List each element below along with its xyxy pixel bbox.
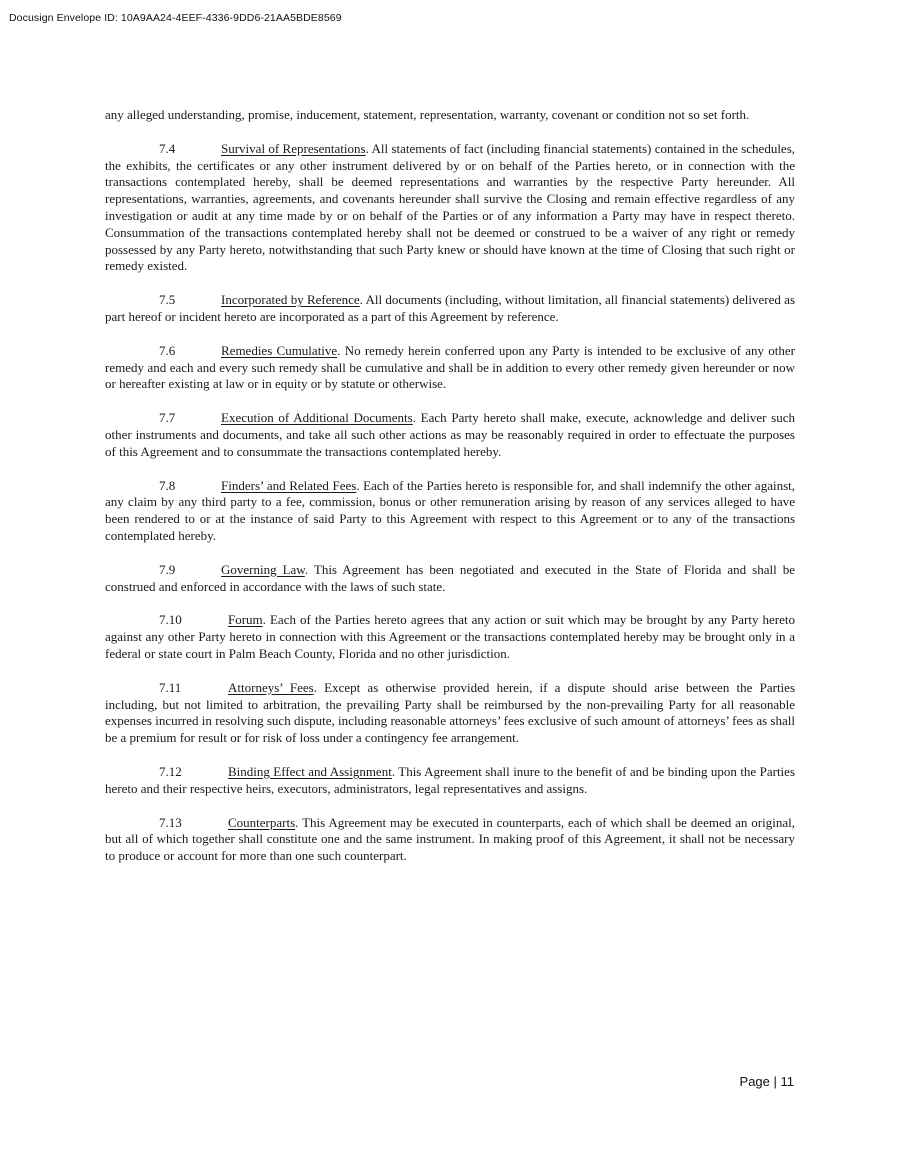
section-heading: Survival of Representations [221,140,366,156]
section-body: . All documents (including, without limitation, all financial statements) delivered as part hereof or incident hereto are incorporated as a part of this Agreement by reference. [105,292,795,324]
section-number: 7.8 [159,477,176,493]
section-heading: Attorneys’ Fees [228,679,314,695]
section-body: . No remedy herein conferred upon any Party is intended to be exclusive of any other remedy and each and every such remedy shall be cumulative and shall be in addition to every other remedy given hereunder or now or hereafter existing at law or in equity or by statute or otherwise. [105,342,795,392]
section-number: 7.10 [159,612,182,628]
intro-paragraph: any alleged understanding, promise, inducement, statement, representation, warranty, covenant or condition not so set forth. [105,107,750,122]
section-7-11 [105,680,795,747]
section-body: . This Agreement has been negotiated and executed in the State of Florida and shall be construed and enforced in accordance with the laws of such state. [105,561,795,594]
section-body: . This Agreement shall inure to the benefit of and be binding upon the Parties hereto and their respective heirs, executors, administrators, legal representatives and assigns. [105,763,795,796]
section-7-5 [105,292,795,326]
section-heading: Finders’ and Related Fees [221,477,357,493]
section-heading: Forum [228,612,263,628]
document-body [105,107,795,882]
section-heading: Execution of Additional Documents [221,410,413,426]
section-7-13 [105,815,795,865]
section-body: . Each of the Parties hereto agrees that any action or suit which may be brought by any Party hereto against any other Party hereto in connection with this Agreement or the transactions contemplated hereby may be brought only in a federal or state court in Palm Beach County, Florida and no other jurisdiction. [105,612,795,661]
section-body: . All statements of fact (including financial statements) contained in the schedules, the exhibits, the certificates or any other instrument delivered by or on behalf of the Parties hereto, or in connection with the transactions contemplated hereby, shall be deemed representations and warranties by the respective Party hereunder. All representations, warranties, agreements, and covenants hereunder shall survive the Closing and remain effective regardless of any investigation or audit at any time made by or on behalf of the Parties or of any information a Party may have in respect thereto. Consummation of the transactions contemplated hereby shall not be deemed or construed to be a waiver of any right or remedy possessed by any Party hereto, notwithstanding that such Party knew or should have known at the time of Closing that such right or remedy existed. [105,140,796,274]
section-number: 7.4 [159,140,176,156]
page-number: Page | 11 [739,1074,794,1089]
section-number: 7.6 [159,342,176,358]
section-body: . This Agreement may be executed in counterparts, each of which shall be deemed an original, but all of which together shall constitute one and the same instrument. In making proof of this Agreement, it shall not be necessary to produce or account for more than one such counterpart. [105,814,795,864]
section-number: 7.9 [159,561,176,577]
section-heading: Counterparts [228,814,296,830]
section-7-10 [105,612,795,662]
section-7-6 [105,343,795,393]
section-number: 7.12 [159,763,182,779]
section-number: 7.11 [159,679,182,695]
section-7-12 [105,764,795,798]
section-7-7 [105,410,795,460]
section-heading: Remedies Cumulative [221,342,338,358]
section-number: 7.13 [159,814,182,830]
section-heading: Binding Effect and Assignment [228,763,392,779]
section-body: . Each Party hereto shall make, execute, acknowledge and deliver such other instruments and documents, and take all such other actions as may be reasonably required in order to effectuate the purposes of this Agreement and to consummate the transactions contemplated hereby. [105,410,795,459]
section-body: . Except as otherwise provided herein, if a dispute should arise between the Parties including, but not limited to arbitration, the prevailing Party shall be reimbursed by the non-prevailing Party for all reasonable expenses incurred in resolving such dispute, including reasonable attorneys’ fees exclusive of such amount of attorneys’ fees as shall be a premium for result or for risk of loss under a contingency fee arrangement. [105,679,796,746]
section-number: 7.7 [159,410,176,426]
section-7-9 [105,562,795,596]
envelope-id: Docusign Envelope ID: 10A9AA24-4EEF-4336-9DD6-21AA5BDE8569 [9,12,342,24]
section-number: 7.5 [159,292,176,308]
section-7-8 [105,478,795,545]
section-heading: Governing Law [221,561,305,577]
section-7-4 [105,141,795,275]
section-body: . Each of the Parties hereto is responsible for, and shall indemnify the other against, any claim by any third party to a fee, commission, bonus or other remuneration arising by reason of any services alleged to have been rendered to or at the instance of said Party to this Agreement with respect to this Agreement or to any of the transactions contemplated hereby. [105,477,796,543]
section-heading: Incorporated by Reference [221,292,360,308]
